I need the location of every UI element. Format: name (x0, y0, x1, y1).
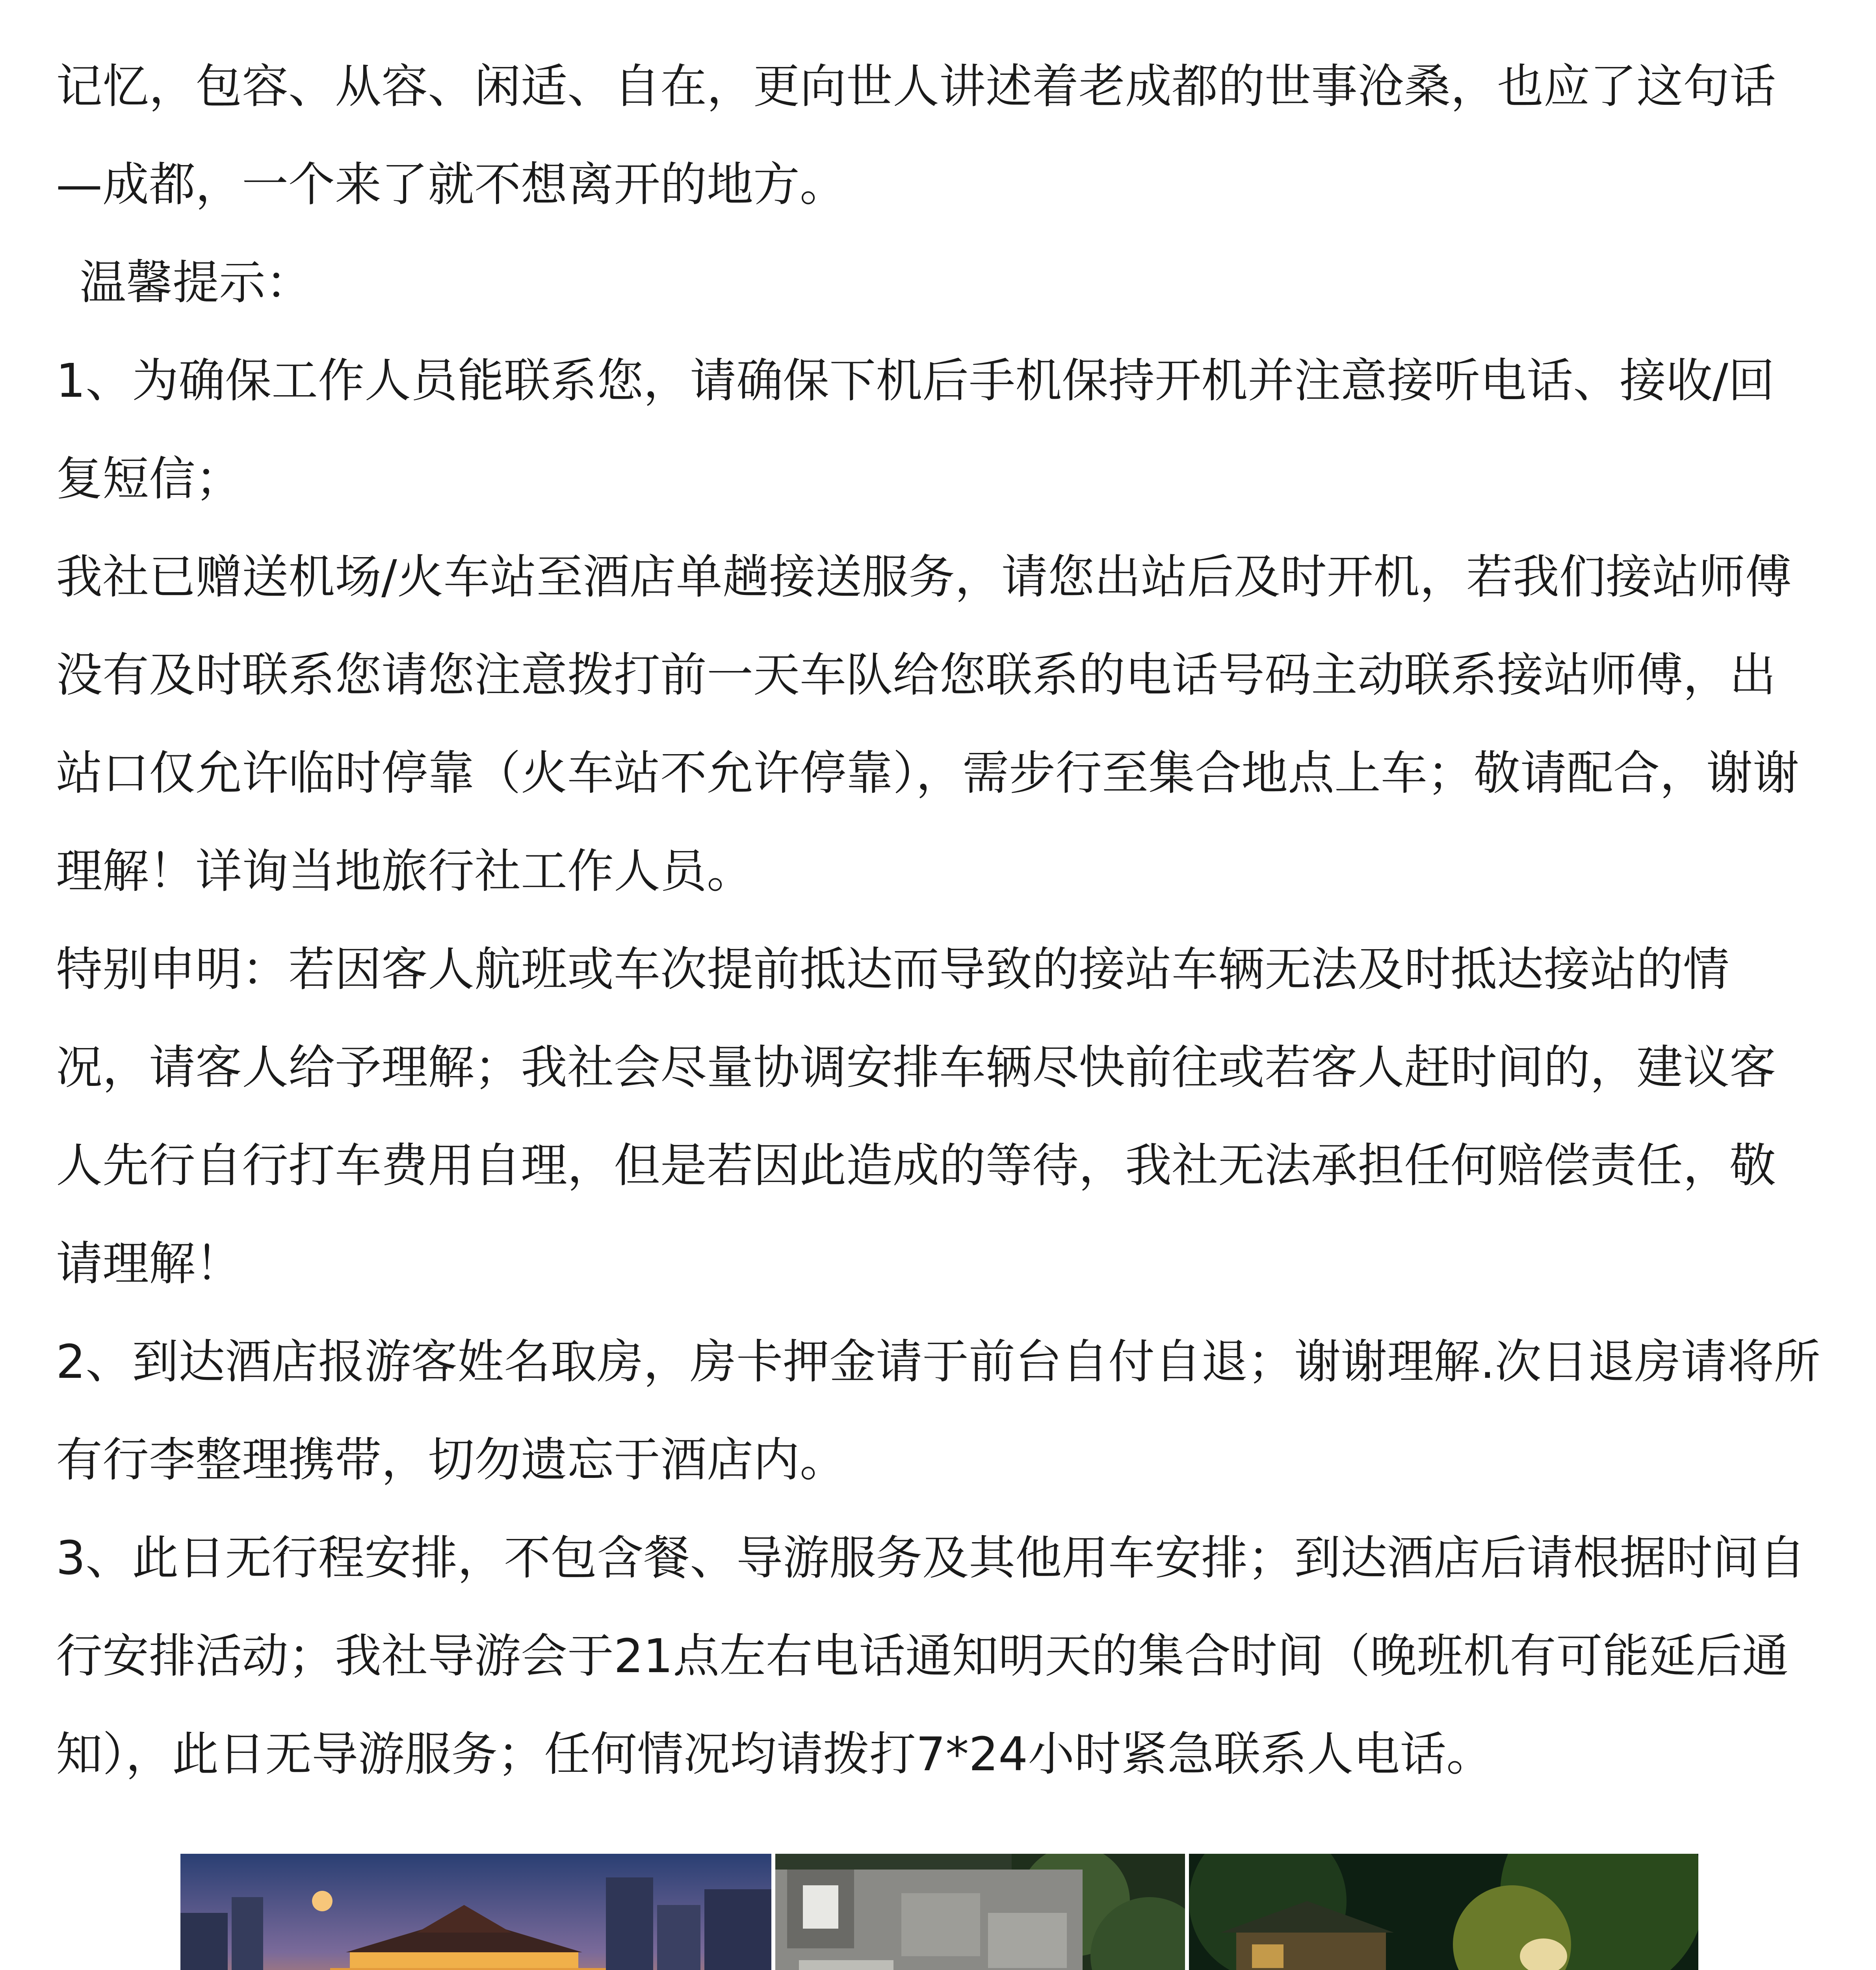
itinerary-body-text (56, 37, 1821, 1803)
special-statement: 特别申明：若因客人航班或车次提前抵达而导致的接站车辆无法及时抵达接站的情况，请客人给予理解；我社会尽量协调安排车辆尽快前往或若客人赶时间的，建议客人先行自行打车费用自理，但是若因此造成的等待，我社无法承担任何赔偿责任，敬请理解！ (56, 942, 1776, 1291)
tip-1-phone: 1、为确保工作人员能联系您，请确保下机后手机保持开机并注意接听电话、接收/回复短信； (56, 353, 1775, 506)
tip-3-free-day: 3、此日无行程安排，不包含餐、导游服务及其他用车安排；到达酒店后请根据时间自行安排活动；我社导游会于21点左右电话通知明天的集合时间（晚班机有可能延后通知），此日无导游服务；任何情况均请拨打7*24小时紧急联系人电话。 (56, 1531, 1806, 1781)
photo-garden-pond-night (1189, 1854, 1698, 1970)
chengdu-intro-paragraph: 记忆，包容、从容、闲适、自在，更向世人讲述着老成都的世事沧桑，也应了这句话—成都，一个来了就不想离开的地方。 (56, 59, 1776, 212)
tip-pickup-service: 我社已赠送机场/火车站至酒店单趟接送服务，请您出站后及时开机，若我们接站师傅没有及时联系您请您注意拨打前一天车队给您联系的电话号码主动联系接站师傅，出站口仅允许临时停靠（火车站不允许停靠），需步行至集合地点上车；敬请配合，谢谢理解！详询当地旅行社工作人员。 (56, 550, 1800, 898)
stone-relief-wall-photo (775, 1854, 1185, 1970)
tip-2-hotel: 2、到达酒店报游客姓名取房，房卡押金请于前台自付自退；谢谢理解.次日退房请将所有行李整理携带，切勿遗忘于酒店内。 (56, 1334, 1820, 1487)
tips-heading: 温馨提示： (80, 255, 312, 310)
photo-anshun-bridge-night (180, 1854, 771, 1970)
garden-pavilion-night-photo (1189, 1854, 1698, 1970)
covered-bridge-night-photo (180, 1854, 771, 1970)
photo-kuanzhai-alley-wall (775, 1854, 1185, 1970)
chengdu-photo-collage (180, 1854, 1698, 1970)
